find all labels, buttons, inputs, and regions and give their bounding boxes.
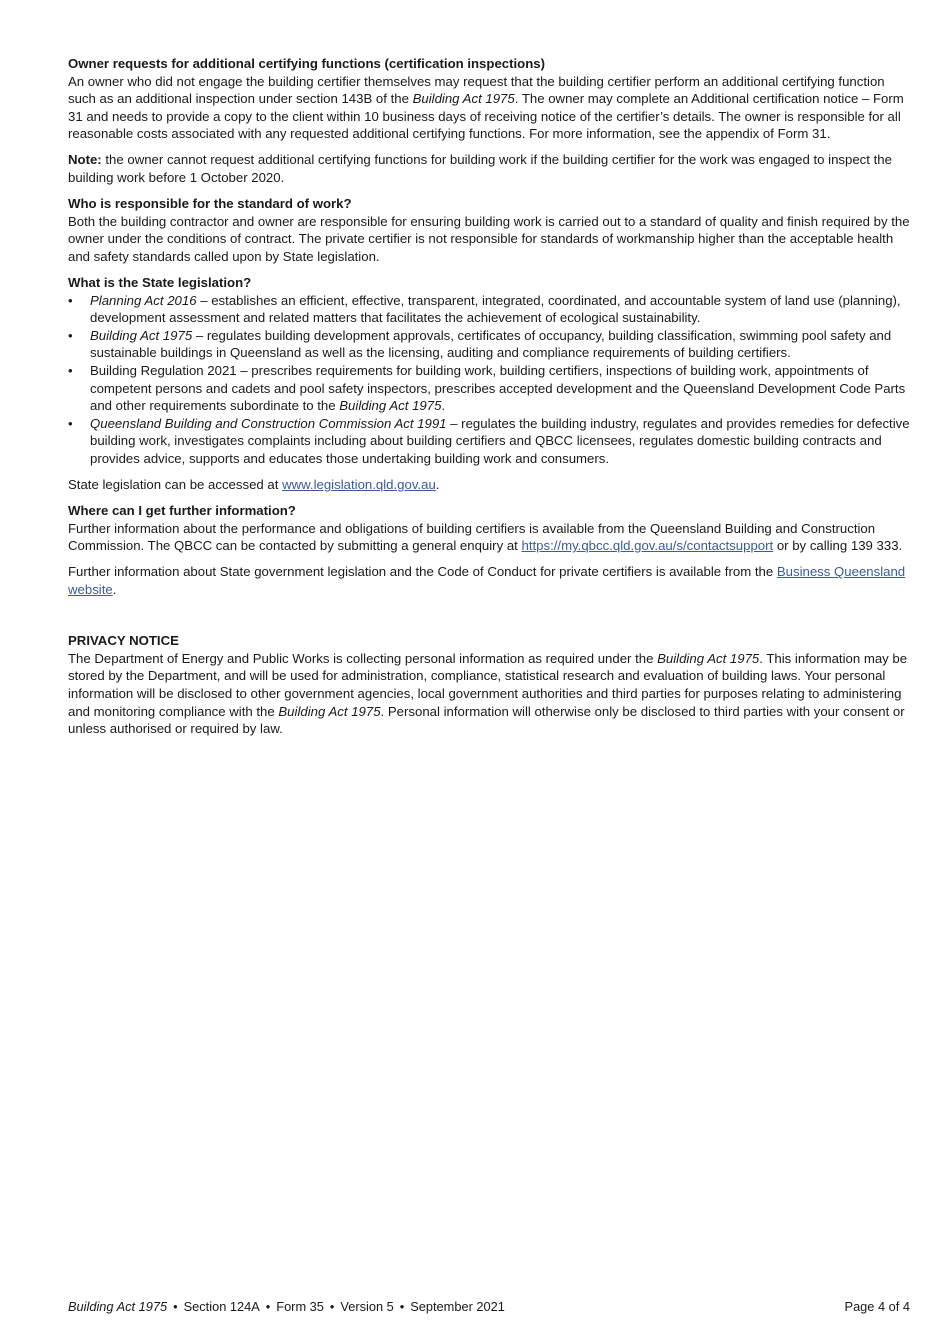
list-item bbox=[68, 292, 910, 327]
text-run: – regulates building development approvals, certificates of occupancy, building classification, swimming pool safety and sustainable buildings in Queensland as well as the licensing, auditing and compliance requirements of building certifiers. bbox=[90, 327, 892, 361]
text-run: . bbox=[112, 582, 117, 598]
footer-separator: • bbox=[265, 1299, 271, 1314]
bullet-icon: • bbox=[68, 363, 73, 378]
text-run: . Personal information will otherwise only be disclosed to third parties with your consent or unless authorised or required by law. bbox=[68, 703, 905, 737]
act-name: Building Act 1975 bbox=[90, 327, 193, 343]
bullet-icon: • bbox=[68, 292, 73, 308]
text-run: The Department of Energy and Public Works is collecting personal information as required under the bbox=[68, 650, 658, 666]
act-name: Building Act 1975 bbox=[657, 650, 760, 666]
act-name: Building Act 1975 bbox=[412, 91, 515, 107]
page-number: Page 4 of 4 bbox=[844, 1299, 910, 1314]
privacy-paragraph bbox=[68, 650, 910, 738]
owner-requests-paragraph bbox=[68, 73, 910, 143]
owner-requests-heading: Owner requests for additional certifying functions (certification inspections) bbox=[68, 56, 546, 71]
further-info-section bbox=[68, 502, 910, 598]
note-text: the owner cannot request additional certifying functions for building work if the building certifier for the work was engaged to inspect the building work before 1 October 2020. bbox=[68, 152, 892, 186]
text-run: Further information about State government legislation and the Code of Conduct for private certifiers is available from the bbox=[68, 564, 777, 580]
legislation-list bbox=[68, 292, 910, 468]
act-name: Building Act 1975 bbox=[339, 398, 442, 414]
footer-date: September 2021 bbox=[410, 1299, 505, 1314]
legislation-access-paragraph bbox=[68, 476, 910, 494]
text-run: . The owner may complete an Additional certification notice – Form 31 and needs to provide a copy to the client within 10 business days of receiving notice of the certifier’s details. The owner is responsible for all reasonable costs associated with any requested additional certifying functions. For more information, see the appendix of Form 31. bbox=[68, 91, 904, 142]
text-run: or by calling 139 333. bbox=[773, 538, 903, 554]
standard-paragraph: Both the building contractor and owner are responsible for ensuring building work is carried out to a standard of quality and finish required by the owner under the conditions of contract. The private certifier is not responsible for standards of workmanship higher than the acceptable health and safety standards called upon by State legislation. bbox=[68, 213, 910, 264]
business-queensland-link[interactable]: Business Queensland website bbox=[68, 564, 906, 598]
owner-requests-section bbox=[68, 55, 910, 187]
text-run: . bbox=[441, 398, 446, 414]
act-name: Queensland Building and Construction Commission Act 1991 bbox=[90, 415, 447, 431]
text-run: . This information may be stored by the Department, and will be used for administration, compliance, statistical research and evaluation of building laws. Your personal information will be disclosed to other government agencies, local government authorities and third parties for purposes relating to administering and monitoring compliance with the bbox=[68, 650, 908, 719]
footer-form: Form 35 bbox=[276, 1299, 324, 1314]
text-run: . bbox=[435, 477, 440, 493]
spacer bbox=[68, 607, 910, 632]
bullet-icon: • bbox=[68, 415, 73, 431]
list-item bbox=[68, 362, 910, 415]
footer-left bbox=[68, 1299, 505, 1315]
further-info-heading: Where can I get further information? bbox=[68, 503, 296, 519]
list-item bbox=[68, 415, 910, 468]
text-run: State legislation can be accessed at bbox=[68, 477, 283, 493]
further-info-paragraph bbox=[68, 520, 910, 555]
act-name: Building Act 1975 bbox=[278, 703, 381, 719]
list-item bbox=[68, 327, 910, 362]
footer-act: Building Act 1975 bbox=[68, 1299, 168, 1314]
text-run: An owner who did not engage the building certifier themselves may request that the building certifier perform an additional certifying function such as an additional inspection under section 143B of the bbox=[68, 73, 885, 107]
qbcc-contact-link[interactable]: https://my.qbcc.qld.gov.au/s/contactsupport bbox=[521, 538, 774, 554]
standard-section bbox=[68, 195, 910, 265]
text-run: Building Regulation 2021 – prescribes requirements for building work, building certifiers, inspections of building work, appointments of competent persons and cadets and pool safety inspectors, prescribes accepted development and the Queensland Development Code Parts and other requirements subordinate to the bbox=[90, 363, 906, 414]
privacy-heading: PRIVACY NOTICE bbox=[68, 633, 179, 649]
standard-heading: Who is responsible for the standard of work? bbox=[68, 196, 352, 212]
text-run: – regulates the building industry, regulates and provides remedies for defective building work, investigates complaints including about building certifiers and QBCC licensees, regulates domestic building contracts and provides advice, supports and educates those undertaking building work and consumers. bbox=[90, 415, 910, 466]
note-paragraph bbox=[68, 151, 910, 186]
page-footer bbox=[68, 1299, 910, 1315]
legislation-heading: What is the State legislation? bbox=[68, 275, 252, 291]
text-run: – establishes an efficient, effective, transparent, integrated, coordinated, and accountable system of land use (planning), development assessment and related matters that facilitates the achievement of ecological sustainability. bbox=[90, 292, 901, 326]
business-qld-paragraph bbox=[68, 563, 910, 598]
footer-separator: • bbox=[399, 1299, 405, 1314]
document-body bbox=[68, 55, 910, 746]
text-run: Further information about the performance and obligations of building certifiers is available from the Queensland Building and Construction Commission. The QBCC can be contacted by submitting a general enquiry at bbox=[68, 520, 876, 554]
footer-section: Section 124A bbox=[183, 1299, 260, 1314]
legislation-section bbox=[68, 274, 910, 494]
legislation-link[interactable]: www.legislation.qld.gov.au bbox=[282, 477, 436, 493]
privacy-section bbox=[68, 632, 910, 738]
footer-separator: • bbox=[173, 1299, 178, 1314]
bullet-icon: • bbox=[68, 327, 73, 343]
note-label: Note: bbox=[68, 152, 102, 168]
act-name: Planning Act 2016 bbox=[90, 292, 197, 308]
footer-version: Version 5 bbox=[340, 1299, 394, 1314]
footer-separator: • bbox=[329, 1299, 335, 1314]
